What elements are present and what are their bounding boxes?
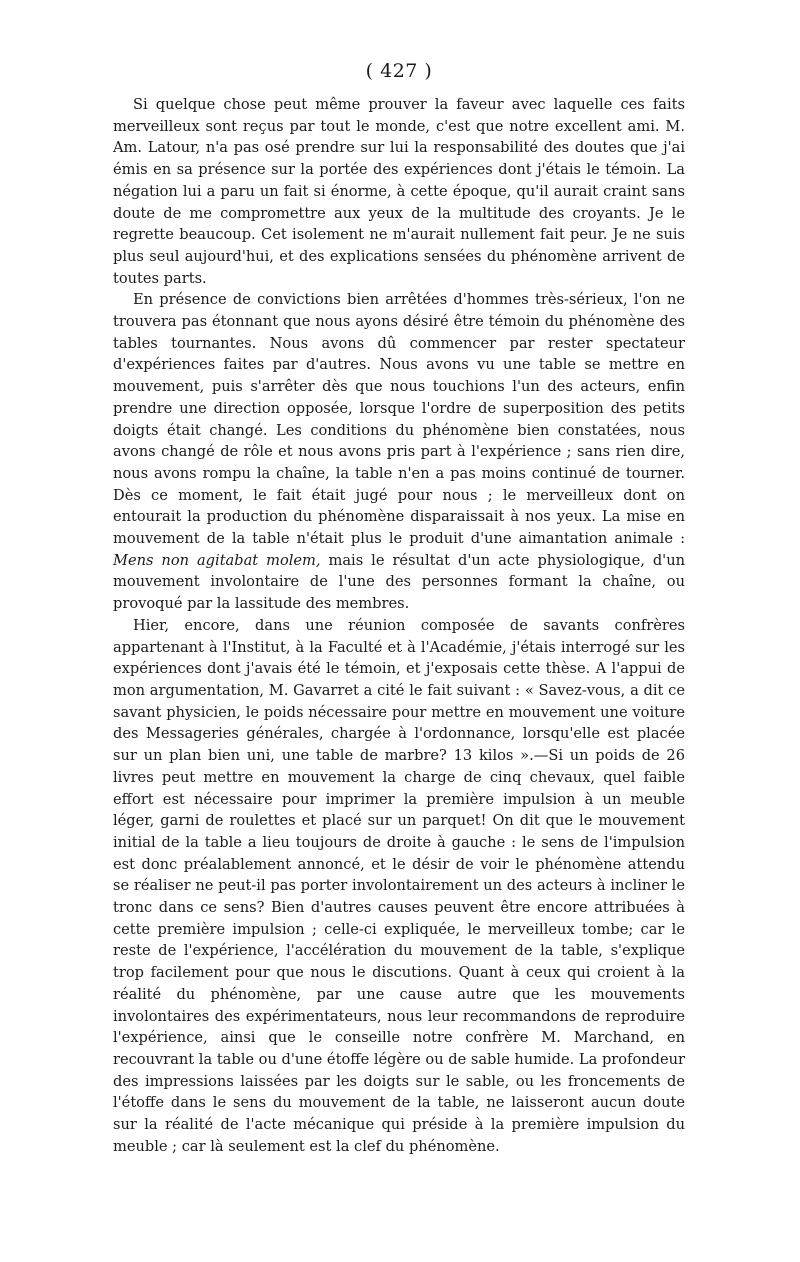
book-page [113, 58, 685, 1157]
paragraph-1: Si quelque chose peut même prouver la faveur avec laquelle ces faits merveilleux sont reçus par tout le monde, c'est que notre excellent ami. M. Am. Latour, n'a pas osé prendre sur lui la responsabilité des doutes que j'ai émis en sa présence sur la portée des expériences dont j'étais le témoin. La négation lui a paru un fait si énorme, à cette époque, qu'il aurait craint sans doute de me compromettre aux yeux de la multitude des croyants. Je le regrette beaucoup. Cet isolement ne m'aurait nullement fait peur. Je ne suis plus seul aujourd'hui, et des explications sensées du phénomène arrivent de toutes parts. [113, 96, 685, 287]
paragraph-3: Hier, encore, dans une réunion composée de savants confrères appartenant à l'Institut, à la Faculté et à l'Académie, j'étais interrogé sur les expériences dont j'avais été le témoin, et j'exposais cette thèse. A l'appui de mon argumentation, M. Gavarret a cité le fait suivant : « Savez-vous, a dit ce savant physicien, le poids nécessaire pour mettre en mouvement une voiture des Messageries générales, chargée à l'ordonnance, lorsqu'elle est placée sur un plan bien uni, une table de marbre? 13 kilos ».—Si un poids de 26 livres peut mettre en mouvement la charge de cinq chevaux, quel faible effort est nécessaire pour imprimer la première impulsion à un meuble léger, garni de roulettes et placé sur un parquet! On dit que le mouvement initial de la table a lieu toujours de droite à gauche : le sens de l'impulsion est donc préalablement annoncé, et le désir de voir le phénomène attendu se réaliser ne peut-il pas porter involontairement un des acteurs à incliner le tronc dans ce sens? Bien d'autres causes peuvent être encore attribuées à cette première impulsion ; celle-ci expliquée, le merveilleux tombe; car le reste de l'expérience, l'accélération du mouvement de la table, s'explique trop facilement pour que nous le discutions. Quant à ceux qui croient à la réalité du phénomène, par une cause autre que les mouvements involontaires des expérimentateurs, nous leur recommandons de reproduire l'expérience, ainsi que le conseille notre confrère M. Marchand, en recouvrant la table ou d'une étoffe légère ou de sable humide. La profondeur des impressions laissées par les doigts sur le sable, ou les froncements de l'étoffe dans le sens du mouvement de la table, ne laisseront aucun doute sur la réalité de l'acte mécanique qui préside à la première impulsion du meuble ; car là seulement est la clef du phénomène. [113, 616, 685, 1155]
paragraph-2-before: En présence de convictions bien arrêtées d'hommes très-sérieux, l'on ne trouvera pas étonnant que nous ayons désiré être témoin du phénomène des tables tournantes. Nous avons dû commencer par rester spectateur d'expériences faites par d'autres. Nous avons vu une table se mettre en mouvement, puis s'arrêter dès que nous touchions l'un des acteurs, enfin prendre une direction opposée, lorsque l'ordre de superposition des petits doigts était changé. Les conditions du phénomène bien constatées, nous avons changé de rôle et nous avons pris part à l'expérience ; sans rien dire, nous avons rompu la chaîne, la table n'en a pas moins continué de tourner. Dès ce moment, le fait était jugé pour nous ; le merveilleux dont on entourait la production du phénomène disparaissait à nos yeux. La mise en mouvement de la table n'était plus le produit d'une aimantation animale : [113, 291, 685, 548]
paragraph-2-after: mais le résultat d'un acte physiologique, d'un mouvement involontaire de l'une des personnes formant la chaîne, ou provoqué par la lassitude des membres. [113, 551, 685, 613]
page-number: ( 427 ) [365, 60, 433, 82]
latin-quote: Mens non agitabat molem, [113, 551, 321, 569]
paragraph-2 [113, 289, 685, 615]
